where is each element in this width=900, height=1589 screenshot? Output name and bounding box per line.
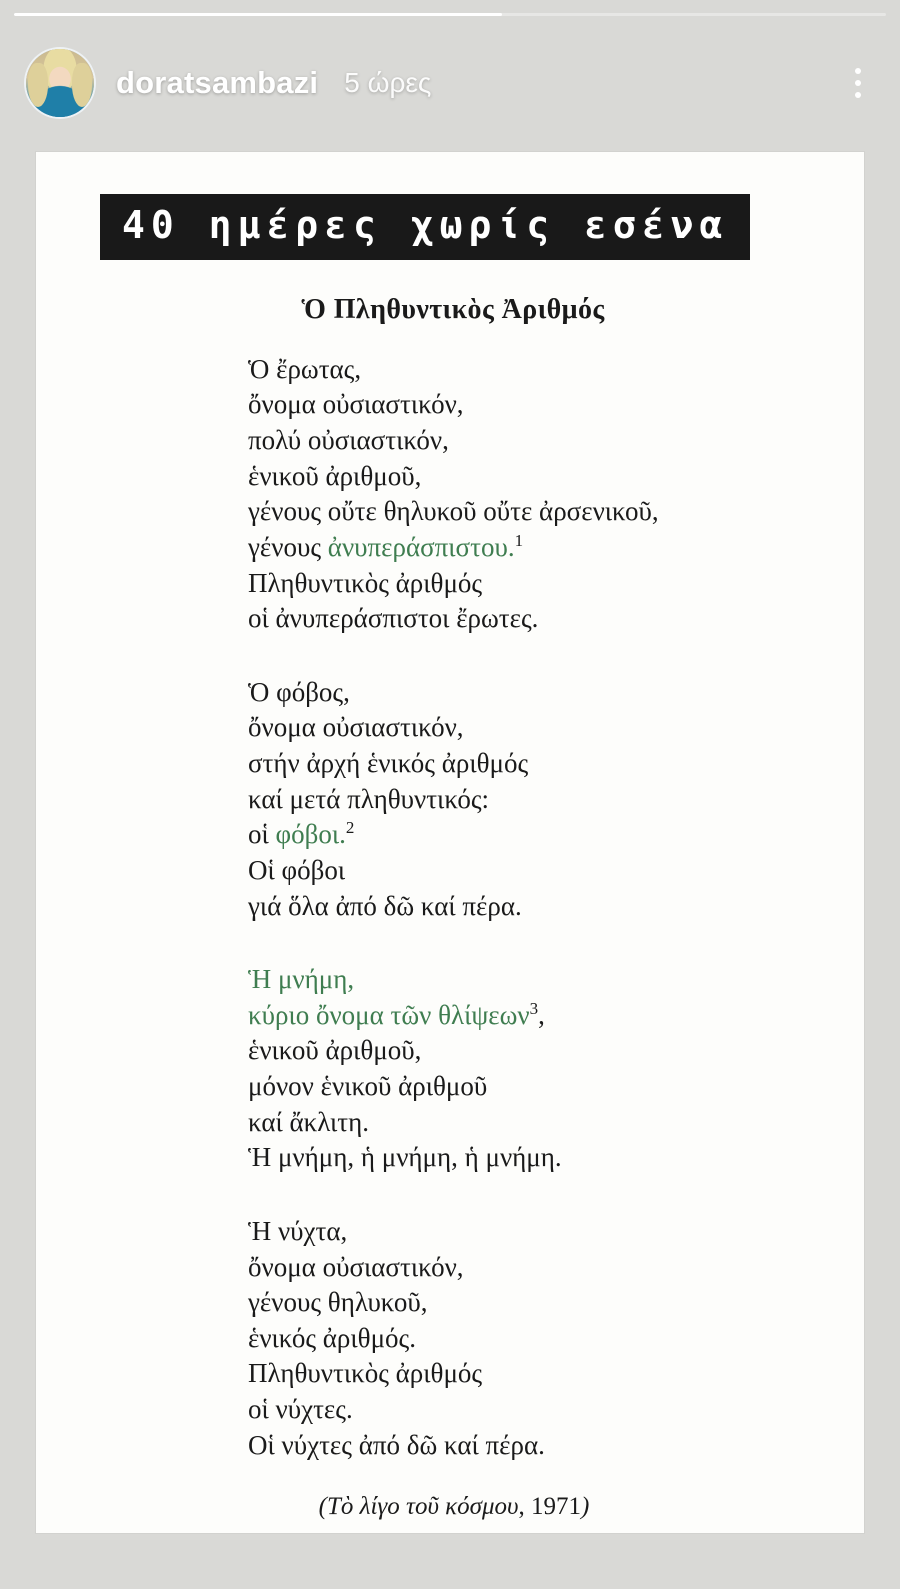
poem-line — [248, 962, 864, 998]
poem-stanza — [36, 675, 864, 924]
poem-line — [248, 530, 864, 566]
poem-line — [248, 1105, 864, 1141]
poem-text: οἱ νύχτες. — [248, 1394, 353, 1425]
poem-text: γιά ὅλα ἀπό δῶ καί πέρα. — [248, 890, 522, 921]
poem-line — [248, 494, 864, 530]
poem-text: ἀνυπεράσπιστου. — [327, 531, 515, 562]
poem-text: φόβοι. — [275, 819, 346, 850]
story-progress-bar[interactable] — [14, 13, 886, 16]
kebab-menu-icon[interactable] — [838, 57, 878, 109]
story-progress-fill — [14, 13, 502, 16]
poem-line — [248, 1069, 864, 1105]
poem-text: Πληθυντικὸς ἀριθμός — [248, 567, 483, 598]
poem-text: Ἡ μνήμη, ἡ μνήμη, ἡ μνήμη. — [248, 1142, 562, 1173]
poem-line — [248, 1250, 864, 1286]
poem-text: ὄνομα οὐσιαστικόν, — [248, 389, 464, 420]
poem-line — [248, 1285, 864, 1321]
story-header — [0, 36, 900, 130]
poem-line — [248, 675, 864, 711]
poem-line — [248, 1140, 864, 1176]
poem-text: , — [538, 999, 545, 1030]
username-label[interactable]: doratsambazi — [116, 65, 319, 100]
avatar[interactable] — [24, 47, 96, 119]
poem-text: ὄνομα οὐσιαστικόν, — [248, 712, 464, 743]
poem-source-title: Τὸ λίγο τοῦ κόσμου — [326, 1493, 519, 1521]
poem-source-year: , 1971 — [518, 1493, 582, 1521]
poem-line — [248, 710, 864, 746]
poem-text: Ἡ νύχτα, — [248, 1215, 348, 1246]
poem-text: καί μετά πληθυντικός: — [248, 783, 490, 814]
poem-line — [248, 782, 864, 818]
avatar-detail-left — [28, 63, 48, 107]
poem-line — [248, 853, 864, 889]
poem-text: γένους οὔτε θηλυκοῦ οὔτε ἀρσενικοῦ, — [248, 496, 659, 527]
poem-text: Ὁ ἔρωτας, — [248, 353, 362, 384]
poem-text: οἱ — [248, 819, 276, 850]
kebab-dot-3 — [855, 92, 861, 98]
poem-line — [248, 1214, 864, 1250]
poem-line — [248, 1392, 864, 1428]
poem-source: (Τὸ λίγο τοῦ κόσμου, 1971) — [318, 1493, 590, 1521]
kebab-dot-2 — [855, 80, 861, 86]
footnote-marker: 3 — [529, 998, 539, 1018]
poem-line — [248, 423, 864, 459]
poem-line — [248, 459, 864, 495]
poem-text: ἑνικός ἀριθμός. — [248, 1322, 416, 1353]
timestamp-label: 5 ώρες — [344, 67, 432, 98]
poem-line — [248, 1033, 864, 1069]
poem-line — [248, 1356, 864, 1392]
poem-text: Ἡ μνήμη, — [248, 964, 355, 995]
poem-text: Πληθυντικὸς ἀριθμός — [248, 1358, 483, 1389]
poem-line — [248, 817, 864, 853]
poem-text: μόνον ἑνικοῦ ἀριθμοῦ — [248, 1071, 488, 1102]
story-banner-title: 40 ημέρες χωρίς εσένα — [100, 194, 750, 260]
poem-text: Οἱ φόβοι — [248, 854, 346, 885]
poem-text: Ὁ φόβος, — [248, 676, 350, 707]
kebab-dot-1 — [855, 68, 861, 74]
poem-line — [248, 998, 864, 1034]
poem-line — [248, 352, 864, 388]
poem-line — [248, 601, 864, 637]
poem-line — [248, 1428, 864, 1464]
poem-text: ἑνικοῦ ἀριθμοῦ, — [248, 1035, 422, 1066]
poem-text: καί ἄκλιτη. — [248, 1106, 370, 1137]
poem-text: κύριο ὄνομα τῶν θλίψεων — [248, 999, 530, 1030]
story-content-card — [36, 152, 864, 1533]
poem-line — [248, 746, 864, 782]
poem-text: ἑνικοῦ ἀριθμοῦ, — [248, 460, 422, 491]
footnote-marker: 2 — [345, 818, 355, 838]
poem-text: γένους — [248, 531, 328, 562]
poem-text: ὄνομα οὐσιαστικόν, — [248, 1251, 464, 1282]
poem-line — [248, 387, 864, 423]
poem-stanza — [36, 1214, 864, 1463]
poem-title: Ὁ Πληθυντικὸς Ἀριθμός — [301, 293, 605, 325]
poem-line — [248, 1321, 864, 1357]
poem-text: γένους θηλυκοῦ, — [248, 1287, 428, 1318]
poem — [36, 294, 864, 1522]
poem-body — [36, 352, 864, 1464]
poem-stanza — [36, 962, 864, 1176]
poem-text: Οἱ νύχτες ἀπό δῶ καί πέρα. — [248, 1429, 545, 1460]
footnote-marker: 1 — [514, 530, 524, 550]
poem-text: οἱ ἀνυπεράσπιστοι ἔρωτες. — [248, 603, 539, 634]
poem-text: πολύ οὐσιαστικόν, — [248, 425, 449, 456]
poem-line — [248, 566, 864, 602]
poem-line — [248, 889, 864, 925]
avatar-detail-right — [72, 63, 92, 107]
poem-text: στήν ἀρχή ἑνικός ἀριθμός — [248, 748, 529, 779]
poem-stanza — [36, 352, 864, 637]
